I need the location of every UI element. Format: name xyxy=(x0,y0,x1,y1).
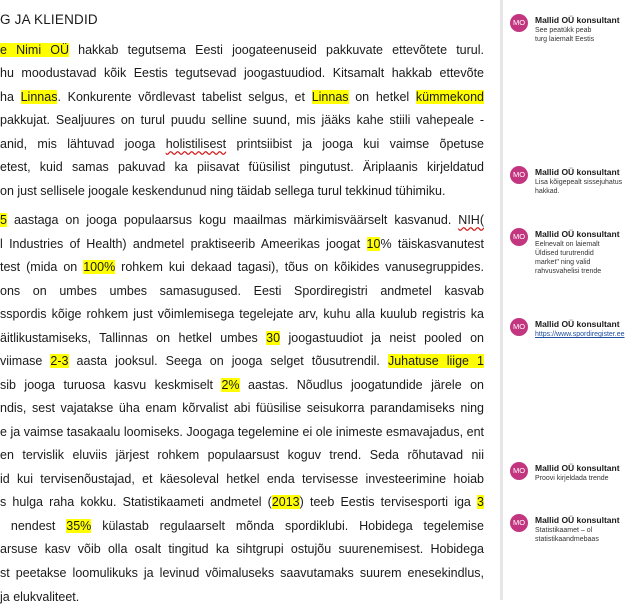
text-run: nendest xyxy=(0,519,67,533)
text-run: l Industries of Health) andmetel praktiseerib Ameerikas joogat xyxy=(0,237,367,251)
comment-card[interactable] xyxy=(510,14,620,74)
comment-author: Mallid OÜ konsultant xyxy=(535,167,620,177)
text-run: ja elukvaliteet. xyxy=(0,590,80,604)
text-line xyxy=(0,445,484,465)
text-line xyxy=(0,40,484,60)
text-run: arsuse kasv võib olla osalt tingitud ka sihtgrupi ostujõu suurenemisest. Hobidega xyxy=(0,542,484,556)
text-run: viimase xyxy=(0,354,51,368)
comment-text-line: market" ning valid xyxy=(535,259,591,266)
highlighted-text: 2013 xyxy=(271,495,300,509)
comment-card[interactable] xyxy=(510,514,620,574)
highlighted-text: 10 xyxy=(366,237,381,251)
text-run: e ja vaimse tasakaalu loomiseks. Joogaga tegelemine ei ole inimeste esmavajadus, ent xyxy=(0,425,484,439)
text-line xyxy=(0,492,484,512)
highlighted-text: kümmekond xyxy=(415,90,484,104)
comment-text-line: turg laiemalt Eestis xyxy=(535,36,595,43)
comment-text-line: See peatükk peab xyxy=(535,27,592,34)
avatar: MO xyxy=(510,514,528,532)
comment-text xyxy=(535,526,615,544)
highlighted-text: 30 xyxy=(266,331,281,345)
text-run: on hetkel xyxy=(348,90,416,104)
text-line xyxy=(0,398,484,418)
avatar: MO xyxy=(510,462,528,480)
text-run: hakkab tegutsema Eesti joogateenuseid pakkuvate ettevõtete turul. xyxy=(69,43,484,57)
text-line xyxy=(0,210,484,230)
highlighted-text: e Nimi OÜ xyxy=(0,43,69,57)
highlighted-text: 5 xyxy=(0,213,7,227)
text-run: id kui tervisenõustajad, et käesoleval hetkel enda tervisesse investeerimine hoiab xyxy=(0,472,484,486)
text-line xyxy=(0,516,484,536)
comment-author: Mallid OÜ konsultant xyxy=(535,515,620,525)
comments-pane xyxy=(503,0,625,600)
text-line xyxy=(0,563,484,583)
text-run: test (mida on xyxy=(0,260,84,274)
avatar: MO xyxy=(510,318,528,336)
highlighted-text: Linnas xyxy=(20,90,58,104)
text-run: printsiibist ja jooga kui vaimse õpetuse xyxy=(226,137,485,151)
text-run: en tervislik eluviis järjest rohkem populaarsust koguv trend. Seda rõhutavad nii xyxy=(0,448,484,462)
text-line xyxy=(0,351,484,371)
text-line xyxy=(0,422,484,442)
comment-text-line: Proovi kirjeldada trende xyxy=(535,475,609,482)
avatar: MO xyxy=(510,228,528,246)
text-run: pakkujat. Sealjuures on turul puudu selline suund, mis jääks kahe stiili vahepeale - xyxy=(0,113,484,127)
highlighted-text: Juhatuse liige 1 xyxy=(387,354,484,368)
section-heading: G JA KLIENDID xyxy=(0,12,98,27)
text-line xyxy=(0,134,484,154)
highlighted-text: Linnas xyxy=(311,90,349,104)
comment-text xyxy=(535,330,625,339)
comment-text xyxy=(535,474,615,483)
avatar: MO xyxy=(510,14,528,32)
highlighted-text: 2-3 xyxy=(50,354,69,368)
comment-text xyxy=(535,178,623,196)
comment-author: Mallid OÜ konsultant xyxy=(535,319,620,329)
comment-card[interactable] xyxy=(510,228,620,288)
text-run: etest, kuid samas pakuvad ka piisavat füüsilist pingutust. Äriplaanis kirjeldatud xyxy=(0,160,484,174)
text-run: äitlikustamiseks, Tallinnas on hetkel umbes xyxy=(0,331,267,345)
text-run: % täiskasvanutest xyxy=(380,237,485,251)
text-line xyxy=(0,87,484,107)
comment-text-line: Eelnevalt on laiemalt xyxy=(535,241,600,248)
highlighted-text: 3 xyxy=(477,495,484,509)
text-run: anid, mis lähtuvad jooga xyxy=(0,137,166,151)
text-run: ons on umbes umbes samasugused. Eesti Spordiregistri andmetel kasvab xyxy=(0,284,484,298)
text-line xyxy=(0,328,484,348)
comment-text-line: statistikaandmebaas xyxy=(535,536,599,543)
text-run: aastas. Nõudlus joogatundide järele on xyxy=(239,378,484,392)
text-line xyxy=(0,63,484,83)
text-line xyxy=(0,375,484,395)
highlighted-text: 100% xyxy=(83,260,116,274)
text-line xyxy=(0,281,484,301)
comment-card[interactable] xyxy=(510,462,620,522)
text-line xyxy=(0,234,484,254)
text-run: aastaga on jooga populaarsus kogu maailmas märkimisväärselt kasvanud. xyxy=(6,213,459,227)
text-run: ha xyxy=(0,90,21,104)
comment-text-line: Lisa kõigepealt sissejuhatus xyxy=(535,179,623,186)
text-line xyxy=(0,157,484,177)
text-run: joogastuudiot ja neist pooled on xyxy=(280,331,484,345)
text-run: aasta jooksul. Seega on jooga selget tõusutrendil. xyxy=(68,354,388,368)
text-line xyxy=(0,587,484,607)
text-run: sib jooga turuosa kasvu keskmiselt xyxy=(0,378,222,392)
highlighted-text: 35% xyxy=(66,519,92,533)
avatar: MO xyxy=(510,166,528,184)
comment-text-line: Statistikaamet – ol xyxy=(535,527,593,534)
comment-author: Mallid OÜ konsultant xyxy=(535,229,620,239)
text-line xyxy=(0,469,484,489)
text-line xyxy=(0,181,484,201)
text-line xyxy=(0,257,484,277)
text-run: külastab regulaarselt mõnda spordiklubi. Hobidega tegelemise xyxy=(91,519,484,533)
highlighted-text: 2% xyxy=(221,378,240,392)
text-run: sspordis kõige rohkem just võimlemisega tegelejate arv, kuhu alla kuulub registris ka xyxy=(0,307,484,321)
text-run: on just sellisele joogale keskendunud ning täidab sellega turul tekkinud tühimiku. xyxy=(0,184,446,198)
misspelled-word: holistilisest xyxy=(165,137,227,151)
comment-text-line: rahvusvahelisi trende xyxy=(535,268,602,275)
comment-author: Mallid OÜ konsultant xyxy=(535,463,620,473)
comment-link[interactable]: https://www.spordiregister.ee xyxy=(535,331,625,338)
comment-card[interactable] xyxy=(510,166,623,226)
misspelled-word: NIH( xyxy=(458,213,484,227)
text-run: . Konkurente võrdlevast tabelist selgus, et xyxy=(57,90,312,104)
comment-text xyxy=(535,240,615,276)
text-run: s hulga raha kokku. Statistikaameti andmetel ( xyxy=(0,495,272,509)
comment-text-line: hakkad. xyxy=(535,188,560,195)
text-run: st peetakse loomulikuks ja levinud võimaluseks saavutamaks suurem enesekindlus, xyxy=(0,566,484,580)
text-line xyxy=(0,539,484,559)
text-line xyxy=(0,110,484,130)
comment-author: Mallid OÜ konsultant xyxy=(535,15,620,25)
comment-text xyxy=(535,26,615,44)
text-run: ndis, sest vajatakse üha enam kõrvalist abi füüsilise seisukorra parandamiseks ning xyxy=(0,401,484,415)
text-line xyxy=(0,304,484,324)
text-run: hu moodustavad kõik Eestis tegutsevad joogastuudiod. Kitsamalt hakkab ettevõte xyxy=(0,66,484,80)
comment-text-line: Üldised turutrendid xyxy=(535,250,594,257)
text-run: rohkem kui dekaad tagasi), tõus on kõikides vanusegruppides. xyxy=(115,260,484,274)
comment-card[interactable] xyxy=(510,318,625,378)
text-run: ) teeb Eestis tervisesporti iga xyxy=(299,495,478,509)
